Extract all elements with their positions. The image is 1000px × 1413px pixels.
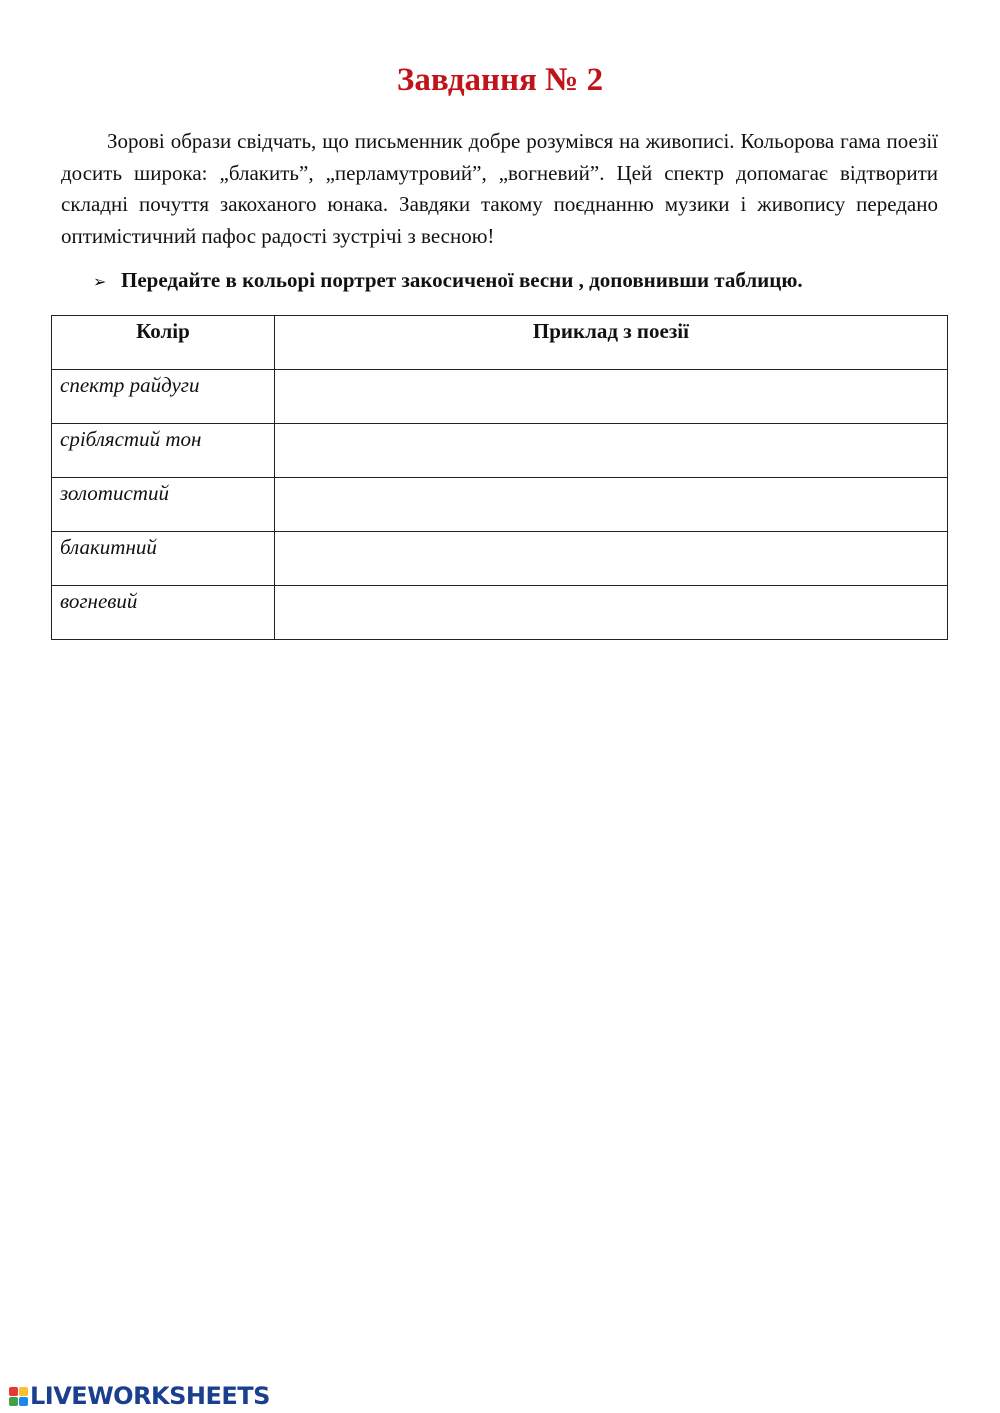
- example-input-cell[interactable]: [274, 424, 947, 478]
- table-row: [52, 424, 948, 478]
- color-name-cell: вогневий: [52, 586, 275, 640]
- color-name-cell: золотистий: [52, 478, 275, 532]
- color-name-cell: блакитний: [52, 532, 275, 586]
- logo-square-icon: [9, 1397, 18, 1406]
- color-name-cell: спектр райдуги: [52, 370, 275, 424]
- table-row: [52, 370, 948, 424]
- logo-square-icon: [19, 1387, 28, 1396]
- task-text: Передайте в кольорі портрет закосиченої весни , доповнивши таблицю.: [121, 268, 803, 292]
- column-header-example: Приклад з поезії: [274, 316, 947, 370]
- column-header-color: Колір: [52, 316, 275, 370]
- example-input-cell[interactable]: [274, 586, 947, 640]
- example-input-cell[interactable]: [274, 532, 947, 586]
- table-row: [52, 586, 948, 640]
- worksheet-title: Завдання № 2: [396, 62, 604, 98]
- intro-paragraph: Зорові образи свідчать, що письменник добре розумівся на живописі. Кольорова гама поезії досить широка: „блакить”, „перламутровий”, „вогневий”. Цей спектр допомагає відтворити складні почуття закоханого юнака. Завдяки такому поєднанню музики і живопису передано оптимістичний пафос радості зустрічі з весною!: [61, 129, 938, 248]
- table-row: [52, 532, 948, 586]
- logo-square-icon: [19, 1397, 28, 1406]
- logo-squares-icon: [9, 1387, 28, 1406]
- table-row: [52, 478, 948, 532]
- example-input-cell[interactable]: [274, 478, 947, 532]
- logo-text: LIVEWORKSHEETS: [30, 1382, 270, 1410]
- arrow-bullet-icon: ➢: [93, 272, 107, 291]
- example-input-cell[interactable]: [274, 370, 947, 424]
- table-header-row: [52, 316, 948, 370]
- color-name-cell: сріблястий тон: [52, 424, 275, 478]
- color-table: [51, 315, 948, 640]
- task-instruction: [93, 268, 803, 293]
- logo-square-icon: [9, 1387, 18, 1396]
- liveworksheets-logo: [9, 1382, 270, 1410]
